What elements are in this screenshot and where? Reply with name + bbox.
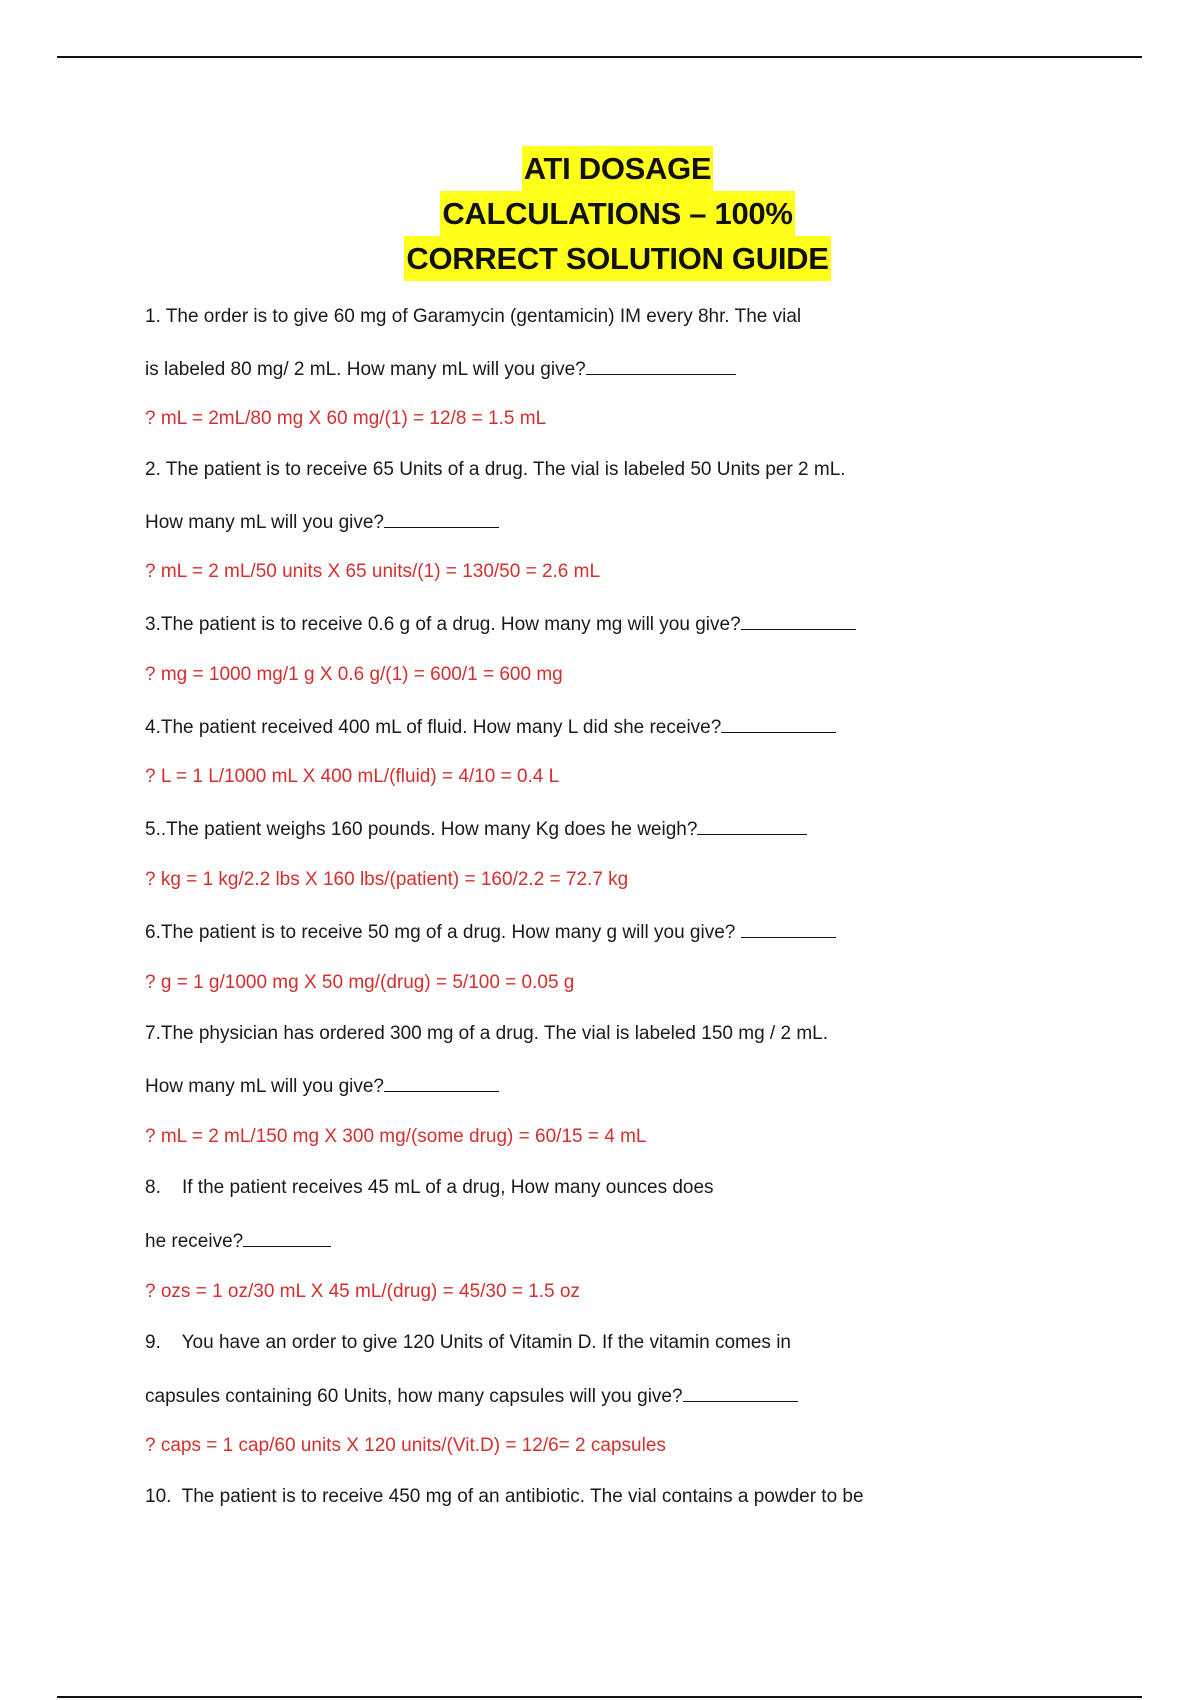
question-7-line-2: How many mL will you give? xyxy=(145,1073,499,1099)
question-9-line-1: 9. You have an order to give 120 Units of Vitamin D. If the vitamin comes in xyxy=(145,1332,791,1353)
answer-blank xyxy=(697,816,807,835)
question-1-line-1: 1. The order is to give 60 mg of Garamycin (gentamicin) IM every 8hr. The vial xyxy=(145,306,802,327)
question-9-line-2: capsules containing 60 Units, how many capsules will you give? xyxy=(145,1383,798,1409)
question-3: 3.The patient is to receive 0.6 g of a drug. How many mg will you give? xyxy=(145,611,856,637)
question-10-line-1: 10. The patient is to receive 450 mg of an antibiotic. The vial contains a powder to be xyxy=(145,1486,864,1507)
answer-blank xyxy=(586,356,736,375)
answer-blank xyxy=(721,714,836,733)
answer-7: ? mL = 2 mL/150 mg X 300 mg/(some drug) = 60/15 = 4 mL xyxy=(145,1126,647,1147)
answer-2: ? mL = 2 mL/50 units X 65 units/(1) = 130/50 = 2.6 mL xyxy=(145,561,601,582)
question-8-line-2: he receive? xyxy=(145,1228,331,1254)
title-line-2: CALCULATIONS – 100% xyxy=(440,191,794,236)
bottom-rule xyxy=(57,1696,1142,1698)
question-2-line-1: 2. The patient is to receive 65 Units of a drug. The vial is labeled 50 Units per 2 mL. xyxy=(145,459,846,480)
answer-blank xyxy=(683,1383,798,1402)
answer-1: ? mL = 2mL/80 mg X 60 mg/(1) = 12/8 = 1.5 mL xyxy=(145,408,547,429)
answer-6: ? g = 1 g/1000 mg X 50 mg/(drug) = 5/100 = 0.05 g xyxy=(145,972,575,993)
answer-4: ? L = 1 L/1000 mL X 400 mL/(fluid) = 4/10 = 0.4 L xyxy=(145,766,560,787)
answer-blank xyxy=(384,509,499,528)
answer-9: ? caps = 1 cap/60 units X 120 units/(Vit.D) = 12/6= 2 capsules xyxy=(145,1435,666,1456)
title-line-1: ATI DOSAGE xyxy=(522,146,714,191)
question-5: 5..The patient weighs 160 pounds. How many Kg does he weigh? xyxy=(145,816,807,842)
question-2-line-2: How many mL will you give? xyxy=(145,509,499,535)
answer-blank xyxy=(741,611,856,630)
answer-blank xyxy=(384,1073,499,1092)
answer-3: ? mg = 1000 mg/1 g X 0.6 g/(1) = 600/1 = 600 mg xyxy=(145,664,563,685)
answer-8: ? ozs = 1 oz/30 mL X 45 mL/(drug) = 45/30 = 1.5 oz xyxy=(145,1281,580,1302)
question-1-line-2: is labeled 80 mg/ 2 mL. How many mL will you give? xyxy=(145,356,736,382)
question-4: 4.The patient received 400 mL of fluid. How many L did she receive? xyxy=(145,714,836,740)
question-6: 6.The patient is to receive 50 mg of a drug. How many g will you give? xyxy=(145,919,836,945)
question-7-line-1: 7.The physician has ordered 300 mg of a drug. The vial is labeled 150 mg / 2 mL. xyxy=(145,1023,828,1044)
title-line-3: CORRECT SOLUTION GUIDE xyxy=(404,236,830,281)
answer-5: ? kg = 1 kg/2.2 lbs X 160 lbs/(patient) = 160/2.2 = 72.7 kg xyxy=(145,869,629,890)
document-title xyxy=(0,146,1200,281)
answer-blank xyxy=(243,1228,331,1247)
answer-blank xyxy=(741,919,836,938)
question-8-line-1: 8. If the patient receives 45 mL of a drug, How many ounces does xyxy=(145,1177,714,1198)
top-rule xyxy=(57,56,1142,58)
